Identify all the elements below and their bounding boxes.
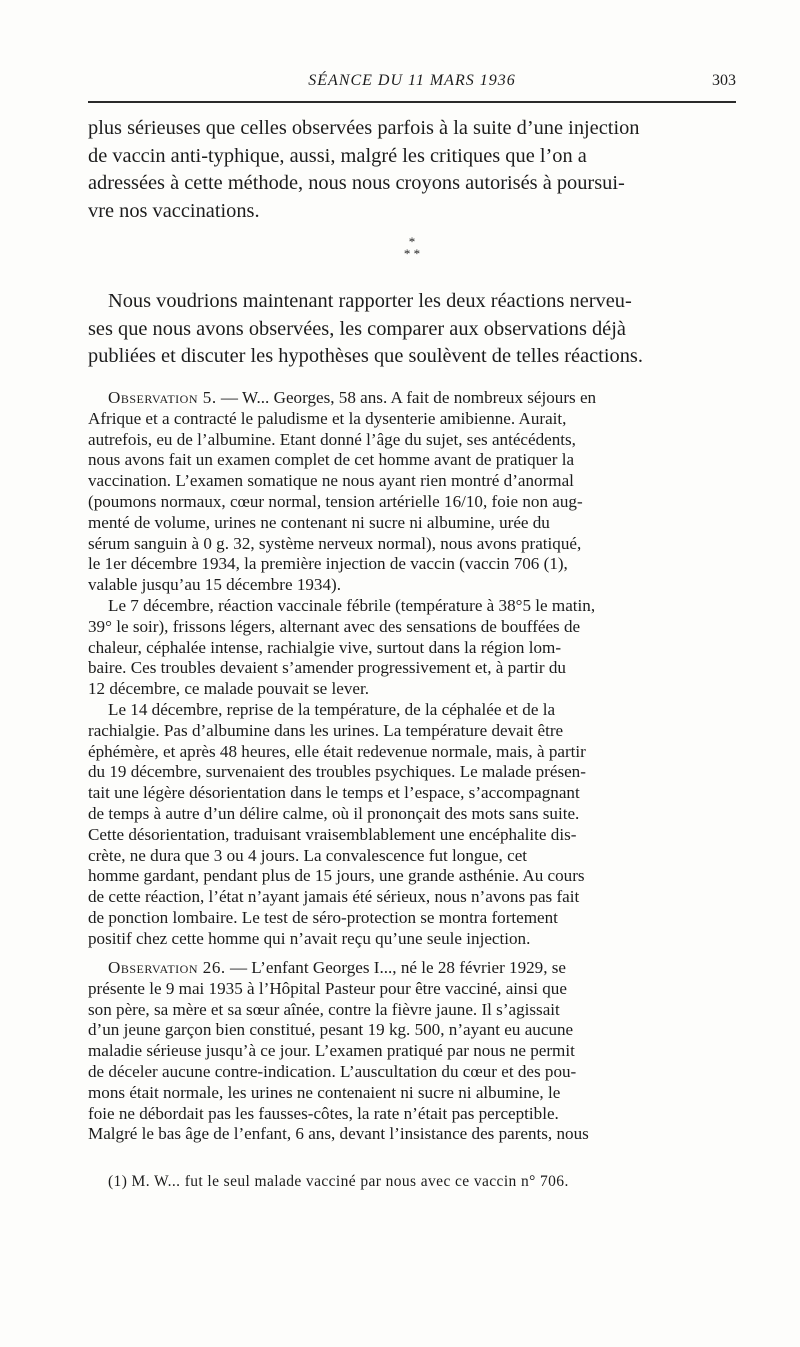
text-line: de ponction lombaire. Le test de séro-protection se montra fortement bbox=[88, 907, 558, 927]
header-rule bbox=[88, 101, 736, 103]
text-line: de vaccin anti-typhique, aussi, malgré les critiques que l’on a bbox=[88, 144, 587, 167]
text-line: de déceler aucune contre-indication. L’auscultation du cœur et des pou- bbox=[88, 1061, 577, 1081]
text-line bbox=[88, 958, 736, 979]
text-line: Afrique et a contracté le paludisme et la dysenterie amibienne. Aurait, bbox=[88, 408, 567, 428]
text-line: Cette désorientation, traduisant vraisemblablement une encéphalite dis- bbox=[88, 824, 577, 844]
text-line: le 1er décembre 1934, la première injection de vaccin (vaccin 706 (1), bbox=[88, 554, 568, 574]
text-line: vre nos vaccinations. bbox=[88, 199, 260, 222]
asterism-top: * bbox=[408, 234, 416, 249]
continuation-paragraph bbox=[88, 115, 736, 225]
text-line: son père, sa mère et sa sœur aînée, contre la fièvre jaune. Il s’agissait bbox=[88, 999, 560, 1019]
text-line: 39° le soir), frissons légers, alternant avec des sensations de bouffées de bbox=[88, 616, 581, 636]
text-line: positif chez cette homme qui n’avait reçu qu’une seule injection. bbox=[88, 928, 531, 948]
asterism bbox=[88, 236, 736, 260]
text-line: tait une légère désorientation dans le temps et l’espace, s’accompagnant bbox=[88, 783, 580, 803]
text-line: Le 14 décembre, reprise de la température, de la céphalée et de la bbox=[108, 699, 556, 719]
observation-heading: Observation 5. bbox=[108, 388, 217, 407]
text-line: rachialgie. Pas d’albumine dans les urines. La température devait être bbox=[88, 720, 564, 740]
text-line: mons était normale, les urines ne contenaient ni sucre ni albumine, le bbox=[88, 1082, 561, 1102]
text-line: plus sérieuses que celles observées parfois à la suite d’une injection bbox=[88, 117, 640, 139]
intro-paragraph bbox=[88, 288, 736, 371]
text-line: menté de volume, urines ne contenant ni sucre ni albumine, urée du bbox=[88, 512, 550, 532]
text-line: Nous voudrions maintenant rapporter les deux réactions nerveu- bbox=[108, 290, 632, 312]
asterism-bottom: * * bbox=[403, 246, 421, 261]
text-line: de temps à autre d’un délire calme, où il prononçait des mots sans suite. bbox=[88, 803, 580, 823]
text-line: chaleur, céphalée intense, rachialgie vive, surtout dans la région lom- bbox=[88, 637, 562, 657]
observation-heading: Observation 26. bbox=[108, 958, 226, 977]
text-line: présente le 9 mai 1935 à l’Hôpital Pasteur pour être vacciné, ainsi que bbox=[88, 978, 567, 998]
text-line: (poumons normaux, cœur normal, tension artérielle 16/10, foie non aug- bbox=[88, 491, 583, 511]
text-line: sérum sanguin à 0 g. 32, système nerveux normal), nous avons pratiqué, bbox=[88, 533, 582, 553]
running-head bbox=[88, 68, 736, 96]
text-line: homme gardant, pendant plus de 15 jours, une grande asthénie. Au cours bbox=[88, 866, 585, 886]
running-title: SÉANCE DU 11 MARS 1936 bbox=[308, 72, 516, 89]
text-line: éphémère, et après 48 heures, elle était redevenue normale, mais, à partir bbox=[88, 741, 586, 761]
text-line bbox=[88, 388, 736, 409]
text-line: valable jusqu’au 15 décembre 1934). bbox=[88, 575, 341, 595]
text-line: 12 décembre, ce malade pouvait se lever. bbox=[88, 679, 369, 699]
text-line: de cette réaction, l’état n’ayant jamais été sérieux, nous n’avons pas fait bbox=[88, 887, 580, 907]
observation-text: — L’enfant Georges I..., né le 28 février 1929, se bbox=[229, 958, 567, 977]
text-line: foie ne débordait pas les fausses-côtes, la rate n’était pas perceptible. bbox=[88, 1103, 559, 1123]
text-line: vaccination. L’examen somatique ne nous ayant rien montré d’anormal bbox=[88, 471, 574, 491]
text-line: nous avons fait un examen complet de cet homme avant de pratiquer la bbox=[88, 450, 575, 470]
text-line: maladie sérieuse jusqu’à ce jour. L’examen pratiqué par nous ne permit bbox=[88, 1041, 575, 1061]
text-line: crète, ne dura que 3 ou 4 jours. La convalescence fut longue, cet bbox=[88, 845, 528, 865]
footnote: (1) M. W... fut le seul malade vacciné par nous avec ce vaccin n° 706. bbox=[108, 1173, 569, 1190]
text-line: publiées et discuter les hypothèses que soulèvent de telles réactions. bbox=[88, 345, 643, 367]
text-line: adressées à cette méthode, nous nous croyons autorisés à poursui- bbox=[88, 172, 625, 194]
text-line: Le 7 décembre, réaction vaccinale fébrile (température à 38°5 le matin, bbox=[108, 595, 596, 615]
text-line: baire. Ces troubles devaient s’amender progressivement et, à partir du bbox=[88, 658, 566, 678]
text-line: autrefois, eu de l’albumine. Etant donné l’âge du sujet, ses antécédents, bbox=[88, 429, 576, 449]
observation-5 bbox=[88, 388, 736, 950]
text-line: Malgré le bas âge de l’enfant, 6 ans, devant l’insistance des parents, nous bbox=[88, 1124, 589, 1144]
text-line: d’un jeune garçon bien constitué, pesant 19 kg. 500, n’ayant eu aucune bbox=[88, 1020, 574, 1040]
text-line: du 19 décembre, survenaient des troubles psychiques. Le malade présen- bbox=[88, 762, 586, 782]
page-number: 303 bbox=[712, 72, 736, 89]
observation-text: — W... Georges, 58 ans. A fait de nombreux séjours en bbox=[220, 388, 597, 407]
text-line: ses que nous avons observées, les comparer aux observations déjà bbox=[88, 317, 626, 340]
observation-26 bbox=[88, 958, 736, 1145]
